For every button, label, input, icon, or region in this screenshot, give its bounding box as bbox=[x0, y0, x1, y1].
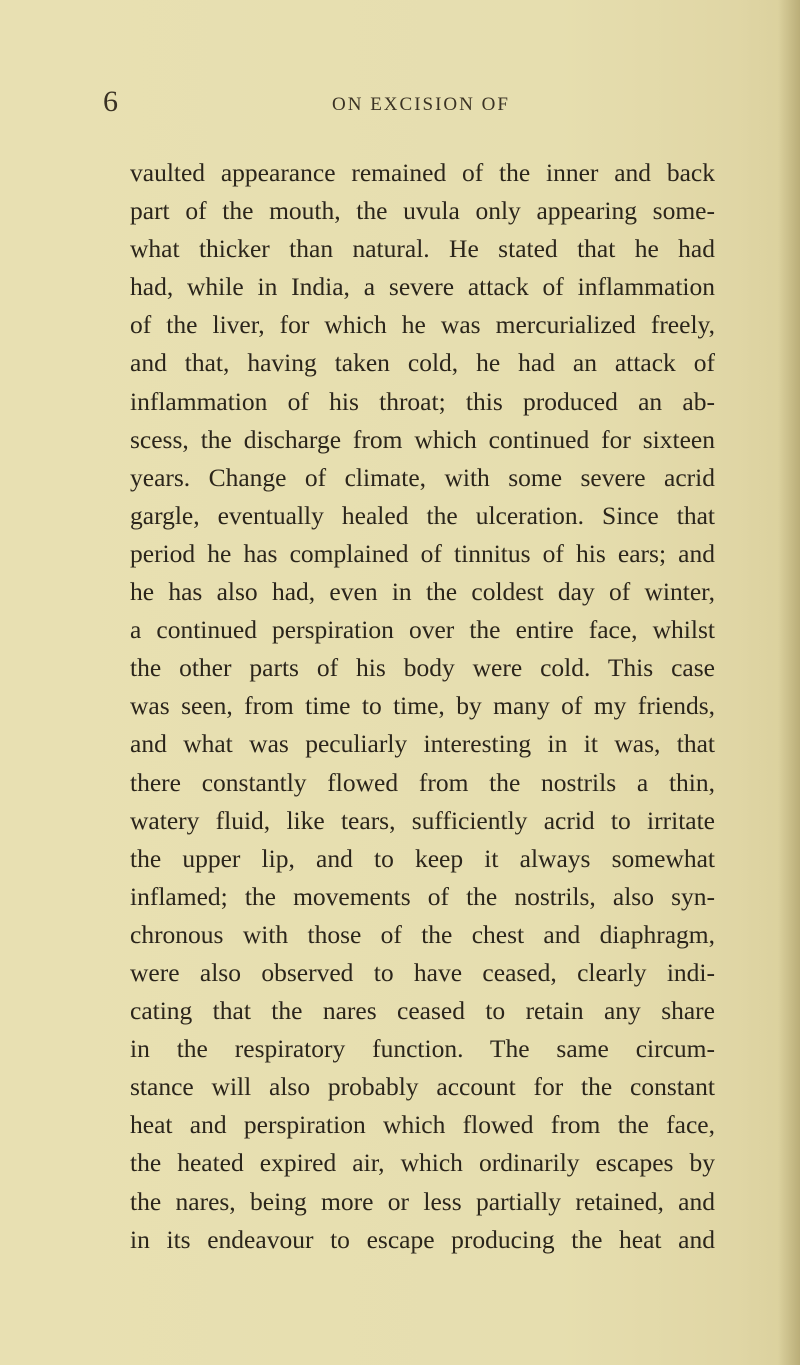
text-line: inflamed; the movements of the nostrils, also syn- bbox=[130, 881, 715, 911]
text-line: watery fluid, like tears, sufficiently acrid to irritate bbox=[130, 805, 715, 835]
text-line: gargle, eventually healed the ulceration. Since that bbox=[130, 500, 715, 530]
text-line: stance will also probably account for the constant bbox=[130, 1072, 715, 1102]
text-line: part of the mouth, the uvula only appearing some- bbox=[130, 196, 715, 226]
text-line: and that, having taken cold, he had an attack of bbox=[130, 348, 715, 378]
text-line: in its endeavour to escape producing the heat and bbox=[130, 1224, 715, 1254]
text-line: chronous with those of the chest and diaphragm, bbox=[130, 919, 715, 949]
text-line: the heated expired air, which ordinarily escapes by bbox=[130, 1148, 715, 1178]
text-line: of the liver, for which he was mercurialized freely, bbox=[130, 310, 715, 340]
text-line: was seen, from time to time, by many of my friends, bbox=[130, 691, 715, 721]
text-line: vaulted appearance remained of the inner and back bbox=[130, 158, 715, 187]
text-line: scess, the discharge from which continued for sixteen bbox=[130, 424, 715, 454]
text-line: he has also had, even in the coldest day of winter, bbox=[130, 577, 715, 607]
text-line: the other parts of his body were cold. This case bbox=[130, 653, 715, 683]
page-edge-shadow bbox=[778, 0, 800, 1365]
text-line: the nares, being more or less partially retained, and bbox=[130, 1186, 715, 1216]
text-line: and what was peculiarly interesting in it was, that bbox=[130, 729, 715, 759]
text-line: inflammation of his throat; this produced an ab- bbox=[130, 386, 715, 416]
text-line: had, while in India, a severe attack of inflammation bbox=[130, 272, 715, 302]
page-number: 6 bbox=[103, 85, 118, 118]
text-line: were also observed to have ceased, clearly indi- bbox=[130, 957, 715, 987]
text-line: the upper lip, and to keep it always somewhat bbox=[130, 843, 715, 873]
text-line: a continued perspiration over the entire face, whilst bbox=[130, 615, 715, 645]
body-text bbox=[130, 154, 715, 1259]
text-line: heat and perspiration which flowed from the face, bbox=[130, 1110, 715, 1140]
page-header bbox=[0, 82, 800, 122]
text-line: there constantly flowed from the nostrils a thin, bbox=[130, 767, 715, 797]
text-line: in the respiratory function. The same circum- bbox=[130, 1034, 715, 1064]
text-line: cating that the nares ceased to retain any share bbox=[130, 996, 715, 1026]
text-line: years. Change of climate, with some severe acrid bbox=[130, 462, 715, 492]
running-head: ON EXCISION OF bbox=[332, 94, 510, 115]
text-line: period he has complained of tinnitus of his ears; and bbox=[130, 538, 715, 568]
text-line: what thicker than natural. He stated that he had bbox=[130, 234, 715, 264]
